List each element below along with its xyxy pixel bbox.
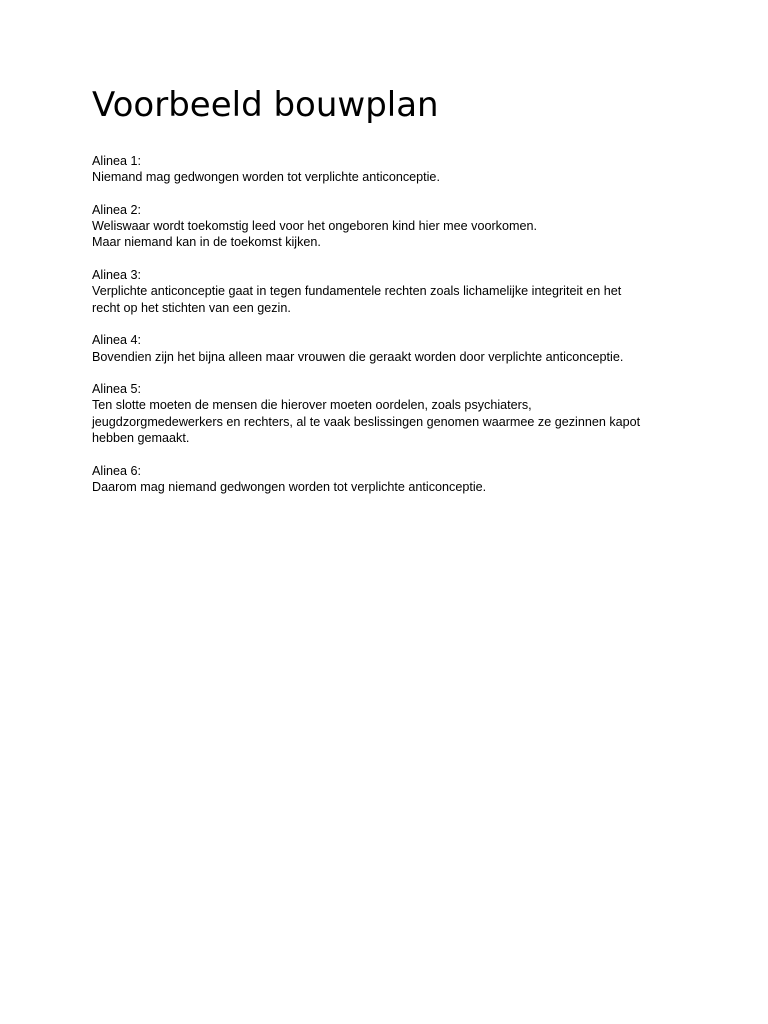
paragraph-5 — [92, 381, 662, 446]
paragraph-4 — [92, 332, 662, 365]
paragraph-label: Alinea 5: — [92, 382, 142, 397]
paragraph-label: Alinea 6: — [92, 463, 142, 478]
paragraph-text: Daarom mag niemand gedwongen worden tot verplichte anticonceptie. — [92, 479, 487, 494]
paragraph-label: Alinea 4: — [92, 333, 142, 348]
paragraph-6 — [92, 463, 662, 496]
paragraph-text: jeugdzorgmedewerkers en rechters, al te vaak beslissingen genomen waarmee ze gezinnen kapot — [92, 414, 641, 429]
document-title: Voorbeeld bouwplan — [92, 85, 439, 125]
paragraph-1 — [92, 153, 662, 186]
paragraph-label: Alinea 1: — [92, 154, 142, 168]
paragraph-text: Maar niemand kan in de toekomst kijken. — [92, 235, 321, 250]
paragraph-text: hebben gemaakt. — [92, 431, 190, 446]
paragraph-label: Alinea 2: — [92, 202, 142, 217]
paragraph-label: Alinea 3: — [92, 268, 142, 283]
paragraph-text: Verplichte anticonceptie gaat in tegen fundamentele rechten zoals lichamelijke integriteit en het — [92, 284, 622, 299]
paragraph-text: Bovendien zijn het bijna alleen maar vrouwen die geraakt worden door verplichte anticonceptie. — [92, 349, 624, 364]
paragraph-text: Ten slotte moeten de mensen die hierover moeten oordelen, zoals psychiaters, — [92, 398, 532, 413]
paragraph-text: recht op het stichten van een gezin. — [92, 300, 291, 315]
document-body — [92, 153, 662, 512]
paragraph-text: Niemand mag gedwongen worden tot verplichte anticonceptie. — [92, 170, 440, 185]
paragraph-2 — [92, 202, 662, 251]
paragraph-text: Weliswaar wordt toekomstig leed voor het ongeboren kind hier mee voorkomen. — [92, 219, 537, 234]
paragraph-3 — [92, 267, 662, 316]
